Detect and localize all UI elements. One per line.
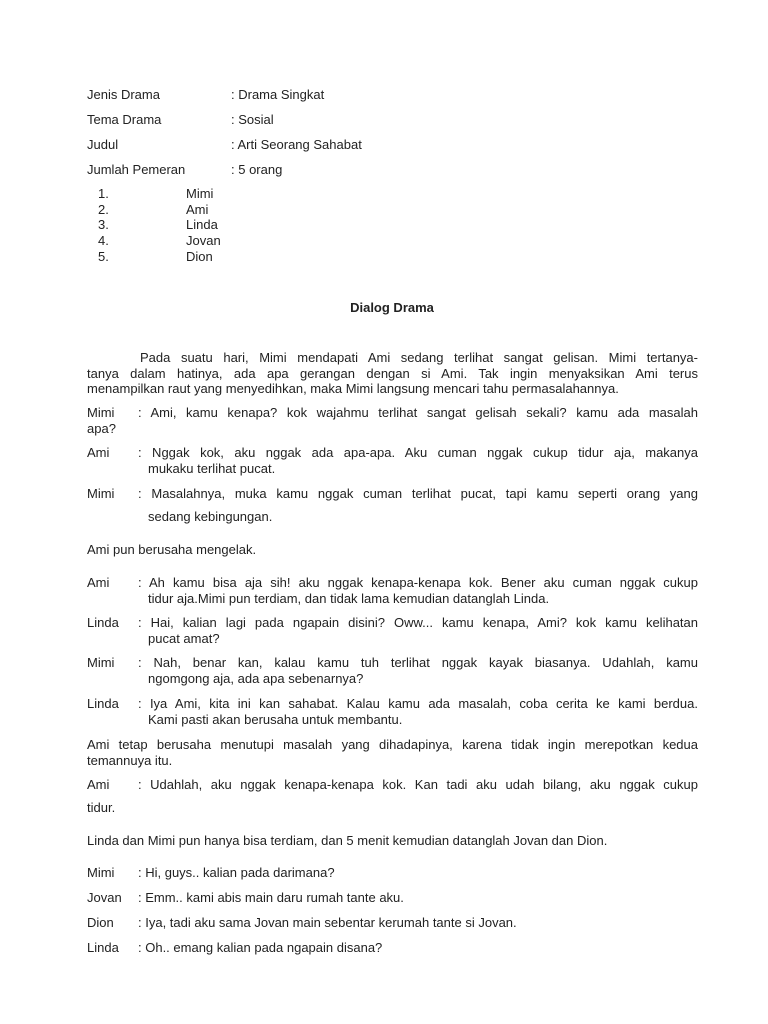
info-value: : Drama Singkat: [231, 87, 325, 102]
cast-number: 1.: [98, 186, 109, 201]
text-line: ngomgong aja, ada apa sebenarnya?: [148, 670, 364, 686]
narration-paragraph: [87, 350, 698, 397]
text-line: pucat amat?: [148, 630, 220, 646]
speaker-name: Ami: [87, 445, 110, 460]
dialog-line: [87, 575, 698, 606]
dialog-line: [87, 915, 698, 931]
narration-paragraph: [87, 542, 698, 558]
speaker-name: Dion: [87, 915, 114, 930]
dialog-line: [87, 890, 698, 906]
info-value: : 5 orang: [231, 162, 283, 177]
speaker-name: Ami: [87, 575, 110, 590]
cast-name: Linda: [186, 217, 218, 233]
dialog-line: [87, 615, 698, 646]
dialog-line: [87, 696, 698, 727]
dialog-text: : Nah, benar kan, kalau kamu tuh terlihat nggak kayak biasanya. Udahlah, kamu: [138, 655, 698, 670]
speaker-name: Linda: [87, 940, 119, 955]
section-title: Dialog Drama: [350, 300, 434, 315]
text-line: Linda dan Mimi pun hanya bisa terdiam, dan 5 menit kemudian datanglah Jovan dan Dion.: [87, 833, 608, 848]
speaker-name: Mimi: [87, 655, 115, 670]
info-label: Tema Drama: [87, 112, 162, 127]
info-value: : Sosial: [231, 112, 274, 127]
dialog-line: [87, 486, 698, 532]
dialog-text: : Hai, kalian lagi pada ngapain disini? Oww... kamu kenapa, Ami? kok kamu kelihatan: [138, 615, 698, 630]
cast-name: Mimi: [186, 186, 214, 201]
cast-name: Dion: [186, 248, 213, 264]
speaker-name: Mimi: [87, 486, 115, 501]
dialog-text: : Iya Ami, kita ini kan sahabat. Kalau kamu ada masalah, coba cerita ke kami berdua.: [138, 696, 698, 711]
dialog-text: : Ami, kamu kenapa? kok wajahmu terlihat sangat gelisah sekali? kamu ada masalah: [138, 405, 698, 420]
dialog-text: : Masalahnya, muka kamu nggak cuman terlihat pucat, tapi kamu seperti orang yang: [138, 486, 698, 501]
dialog-text: : Nggak kok, aku nggak ada apa-apa. Aku cuman nggak cukup tidur aja, makanya: [138, 445, 698, 460]
cast-number: 2.: [98, 201, 109, 217]
dialog-text: : Iya, tadi aku sama Jovan main sebentar kerumah tante si Jovan.: [138, 915, 517, 930]
speaker-name: Mimi: [87, 405, 115, 420]
dialog-text: : Emm.. kami abis main daru rumah tante aku.: [138, 890, 404, 905]
dialog-line: [87, 865, 698, 881]
text-line: sedang kebingungan.: [148, 509, 273, 524]
info-value: : Arti Seorang Sahabat: [231, 137, 362, 152]
dialog-line: [87, 405, 698, 436]
speaker-name: Mimi: [87, 865, 115, 880]
narration-paragraph: [87, 833, 698, 849]
dialog-line: [87, 940, 698, 956]
dialog-text: : Udahlah, aku nggak kenapa-kenapa kok. Kan tadi aku udah bilang, aku nggak cukup: [138, 777, 698, 792]
dialog-text: : Hi, guys.. kalian pada darimana?: [138, 865, 335, 880]
dialog-text: : Ah kamu bisa aja sih! aku nggak kenapa-kenapa kok. Bener aku cuman nggak cukup: [138, 575, 698, 590]
dialog-line: [87, 777, 698, 823]
cast-name: Ami: [186, 201, 209, 217]
info-label: Jenis Drama: [87, 87, 160, 102]
speaker-name: Ami: [87, 777, 110, 792]
info-label: Judul: [87, 137, 119, 152]
text-line: Kami pasti akan berusaha untuk membantu.: [148, 711, 403, 727]
speaker-name: Linda: [87, 615, 119, 630]
text-line: Ami pun berusaha mengelak.: [87, 542, 257, 557]
text-line: apa?: [87, 420, 116, 436]
dialog-line: [87, 445, 698, 476]
text-line: tanya dalam hatinya, ada apa gerangan dengan si Ami. Tak ingin menyaksikan Ami terus: [87, 365, 698, 381]
cast-name: Jovan: [186, 233, 221, 249]
text-line: Ami tetap berusaha menutupi masalah yang dihadapinya, karena tidak ingin merepotkan kedua: [87, 737, 698, 752]
info-label: Jumlah Pemeran: [87, 162, 186, 177]
narration-paragraph: [87, 737, 698, 768]
text-line: tidur.: [87, 800, 116, 815]
dialog-text: : Oh.. emang kalian pada ngapain disana?: [138, 940, 383, 955]
text-line: mukaku terlihat pucat.: [148, 460, 276, 476]
text-line: temannuya itu.: [87, 752, 173, 768]
speaker-name: Linda: [87, 696, 119, 711]
text-line: menampilkan raut yang menyedihkan, maka Mimi langsung mencari tahu permasalahannya.: [87, 381, 619, 396]
text-line: Pada suatu hari, Mimi mendapati Ami sedang terlihat sangat gelisan. Mimi tertanya-: [140, 350, 698, 365]
speaker-name: Jovan: [87, 890, 122, 905]
dialog-line: [87, 655, 698, 686]
cast-number: 4.: [98, 233, 109, 249]
cast-number: 3.: [98, 217, 109, 233]
text-line: tidur aja.Mimi pun terdiam, dan tidak lama kemudian datanglah Linda.: [148, 590, 550, 606]
cast-number: 5.: [98, 248, 109, 264]
